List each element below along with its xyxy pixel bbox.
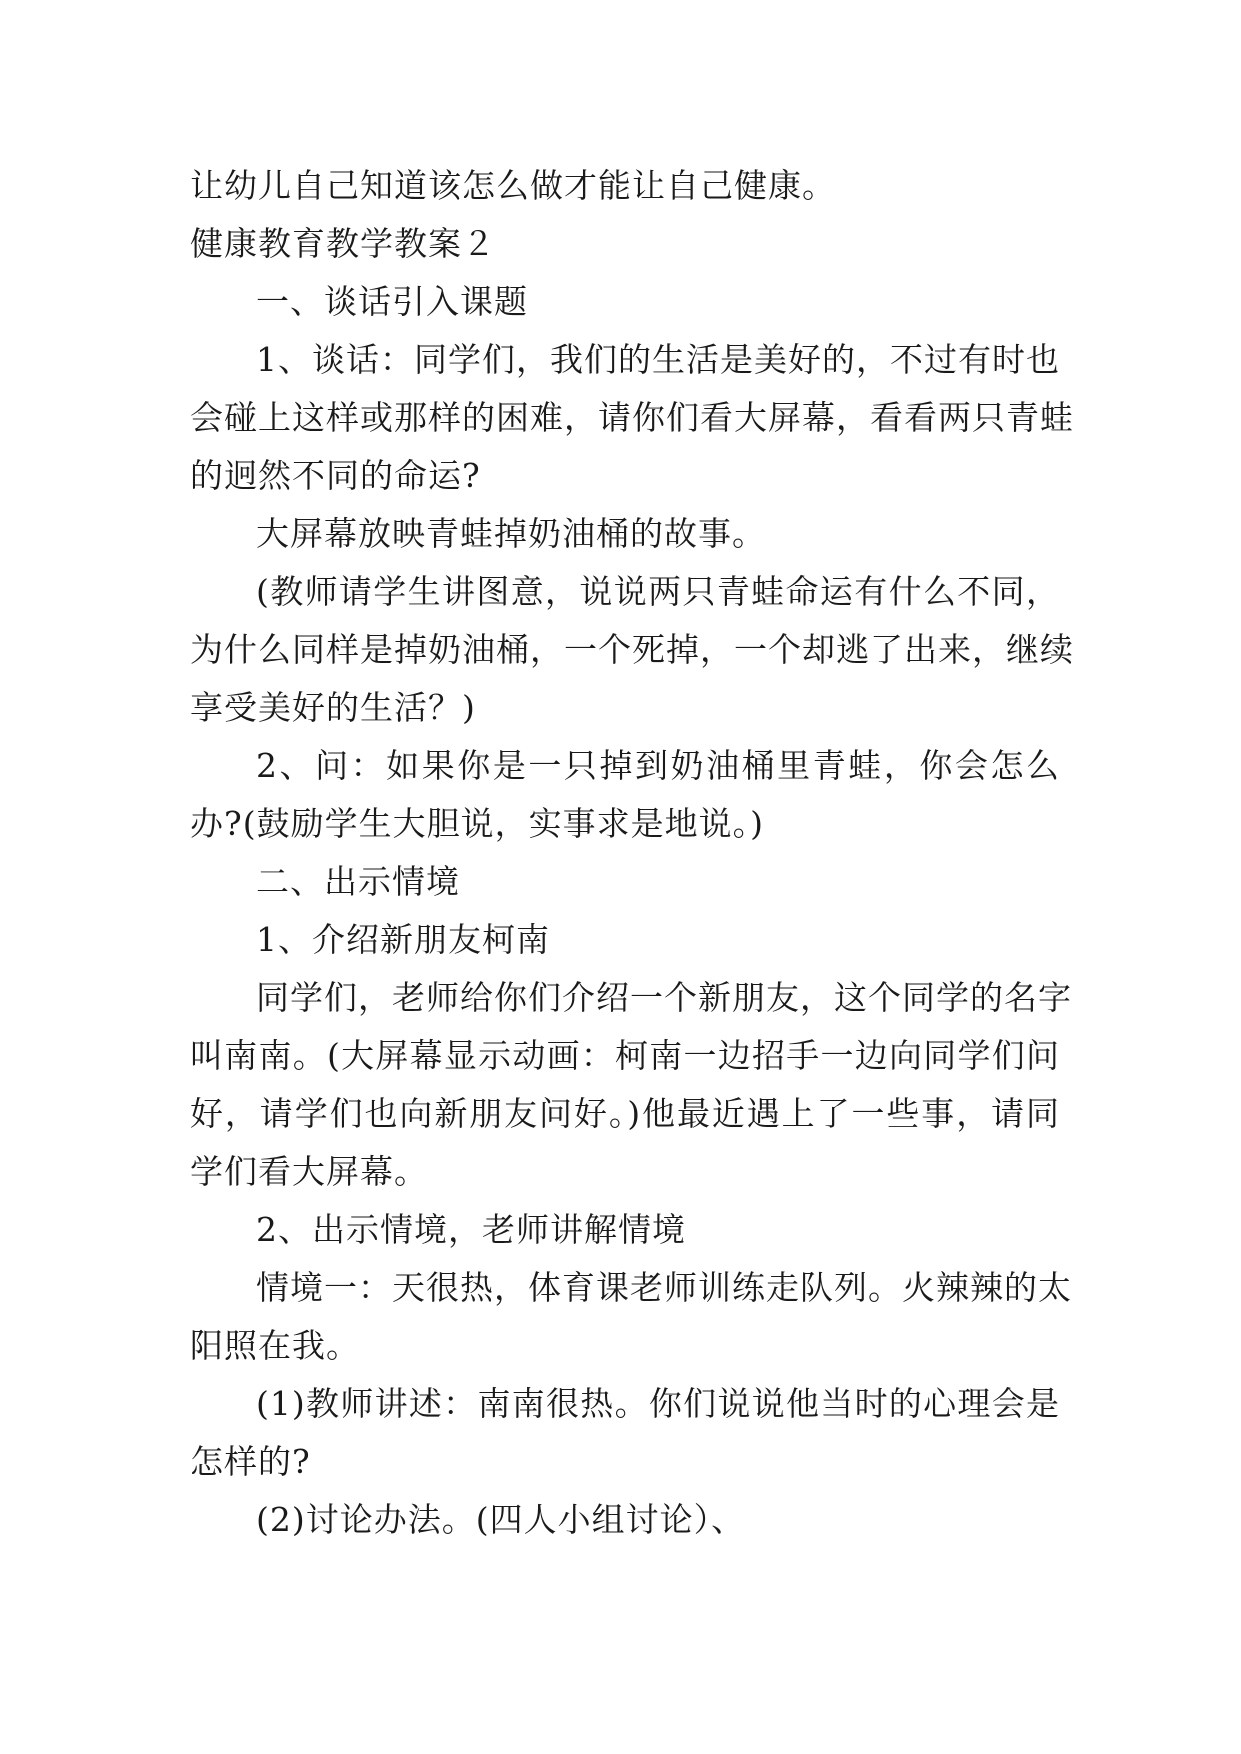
text-line: 二、出示情境: [256, 862, 460, 901]
section-title: 健康教育教学教案２: [190, 224, 496, 263]
text-line: 2、问：如果你是一只掉到奶油桶里青蛙，你会怎么: [256, 746, 1060, 785]
text-line: 同学们，老师给你们介绍一个新朋友，这个同学的名字: [256, 978, 1072, 1017]
text-line: 办?(鼓励学生大胆说，实事求是地说。): [190, 804, 764, 843]
text-line: 大屏幕放映青蛙掉奶油桶的故事。: [256, 514, 766, 553]
text-line: (2)讨论办法。(四人小组讨论）、: [256, 1500, 746, 1539]
text-line: 学们看大屏幕。: [190, 1152, 428, 1191]
text-line: 享受美好的生活？): [190, 688, 476, 727]
text-line: 的迥然不同的命运?: [190, 456, 481, 495]
text-line: (教师请学生讲图意，说说两只青蛙命运有什么不同，: [256, 572, 1060, 611]
text-line: 叫南南。(大屏幕显示动画：柯南一边招手一边向同学们问: [190, 1036, 1060, 1075]
text-line: 1、谈话：同学们，我们的生活是美好的，不过有时也: [256, 340, 1060, 379]
text-line: 为什么同样是掉奶油桶，一个死掉，一个却逃了出来，继续: [190, 630, 1074, 669]
text-line: 会碰上这样或那样的困难，请你们看大屏幕，看看两只青蛙: [190, 398, 1074, 437]
text-line: 让幼儿自己知道该怎么做才能让自己健康。: [190, 166, 836, 205]
text-line: 1、介绍新朋友柯南: [256, 920, 550, 959]
text-line: 一、谈话引入课题: [256, 282, 528, 321]
text-line: 好，请学们也向新朋友问好。)他最近遇上了一些事，请同: [190, 1094, 1060, 1133]
text-line: (1)教师讲述：南南很热。你们说说他当时的心理会是: [256, 1384, 1060, 1423]
text-line: 情境一：天很热，体育课老师训练走队列。火辣辣的太: [256, 1268, 1072, 1307]
text-line: 阳照在我。: [190, 1326, 360, 1365]
text-line: 怎样的?: [190, 1442, 311, 1481]
text-line: 2、出示情境，老师讲解情境: [256, 1210, 686, 1249]
